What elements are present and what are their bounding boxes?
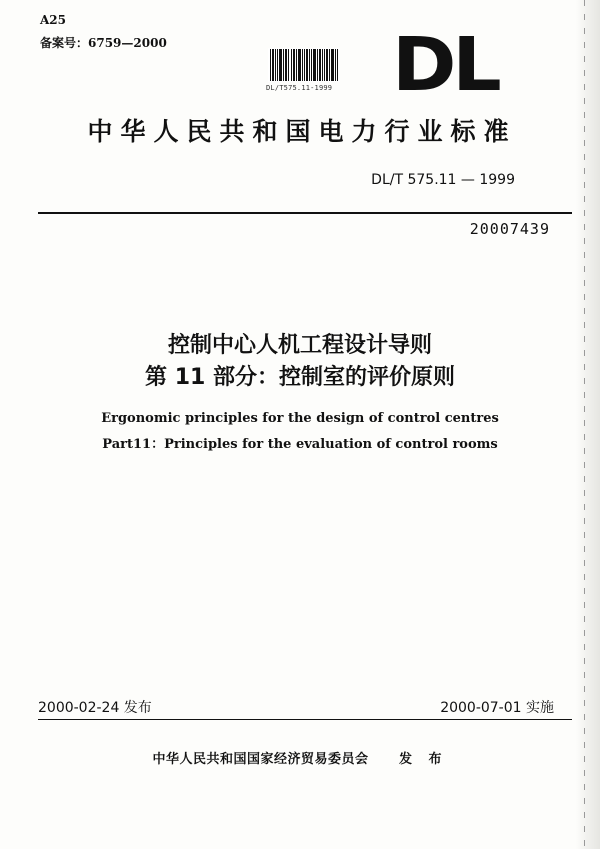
record-number: 备案号：6759—2000 (40, 36, 167, 50)
standard-category-title: 中华人民共和国电力行业标准 (87, 117, 517, 146)
dl-logo: DL (392, 22, 498, 108)
chinese-title-line-1: 控制中心人机工程设计导则 (167, 333, 432, 358)
english-title-line-2: Part11：Principles for the evaluation of control rooms (102, 437, 498, 452)
barcode-caption: DL/T575.11-1999 (266, 84, 333, 92)
classification-code: A25 (40, 13, 67, 27)
footer-divider (38, 719, 572, 720)
page-edge-shadow (576, 0, 600, 849)
issue-date: 2000-02-24 发布 (38, 700, 152, 716)
implementation-date: 2000-07-01 实施 (440, 700, 554, 716)
header-divider (38, 212, 572, 214)
issuer-line (30, 748, 570, 767)
chinese-title-line-2: 第 11 部分：控制室的评价原则 (145, 365, 455, 390)
standard-number: DL/T 575.11 — 1999 (371, 172, 515, 188)
archive-stamp-number: 20007439 (469, 220, 550, 238)
issuer-verb: 发 布 (399, 752, 448, 767)
barcode-graphic (268, 48, 340, 82)
issuer-name: 中华人民共和国国家经济贸易委员会 (152, 752, 369, 767)
english-title-line-1: Ergonomic principles for the design of control centres (101, 411, 499, 426)
